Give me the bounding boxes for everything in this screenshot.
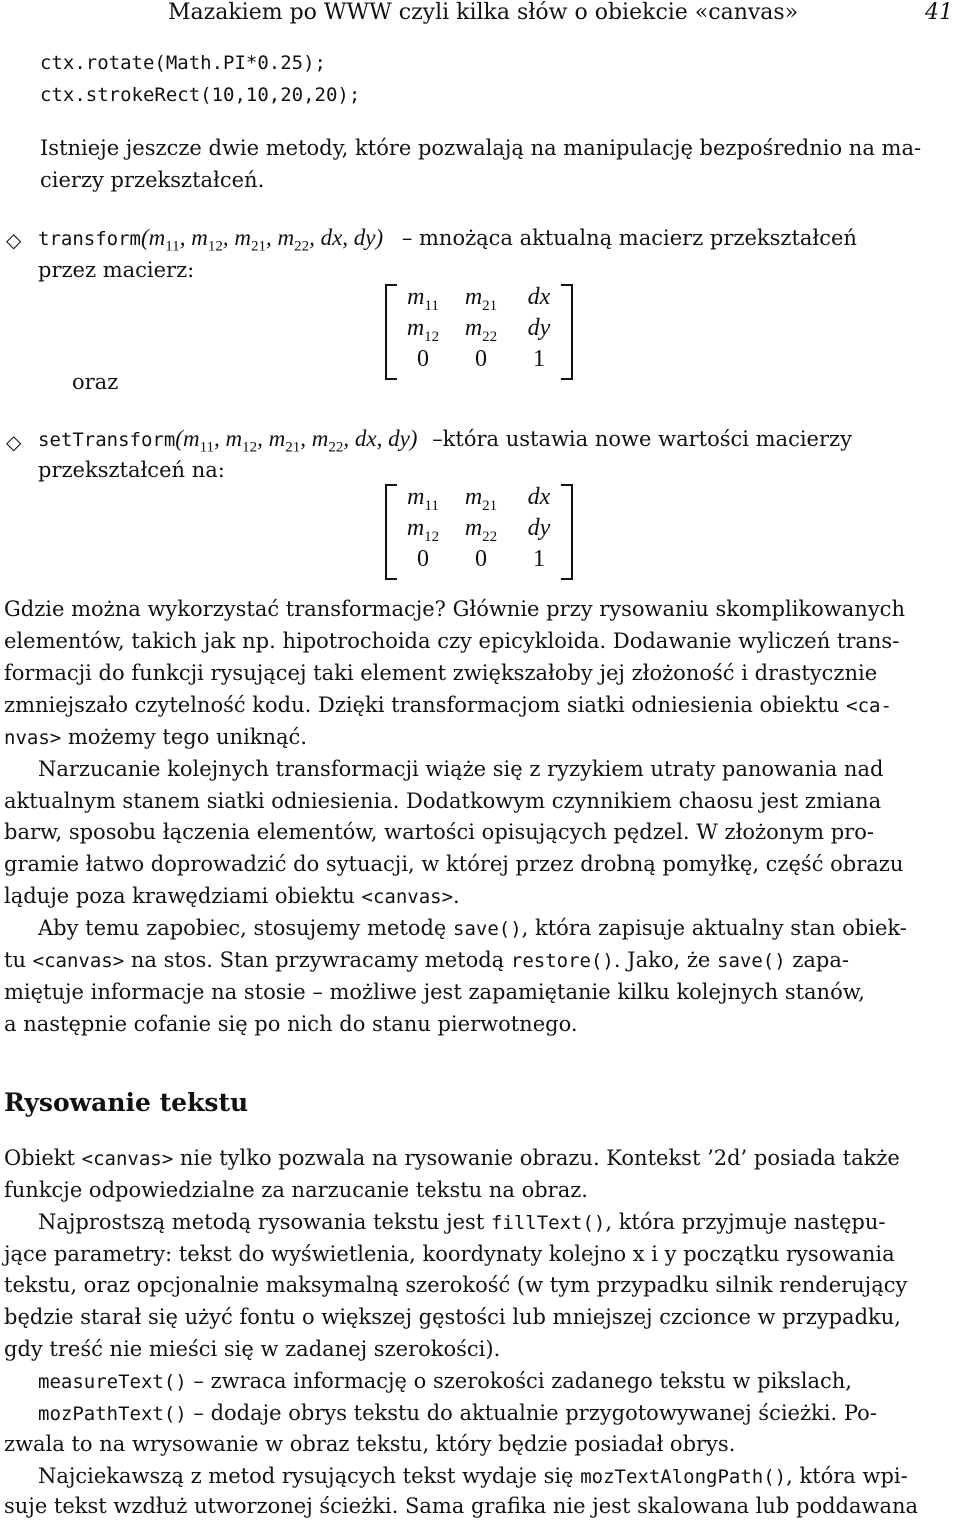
para3-line-3: miętuje informacje na stosie – możliwe jest zapamiętanie kilku kolejnych stanów,: [4, 980, 865, 1004]
para4-line-2: funkcje odpowiedzialne za narzucanie tekstu na obraz.: [4, 1178, 588, 1202]
para1-line-1: Gdzie można wykorzystać transformacje? Głównie przy rysowaniu skomplikowanych: [4, 597, 905, 621]
matrix-cell: $m_{12}$: [406, 315, 440, 345]
settransform-matrix: [385, 484, 573, 580]
para1-line-5: [4, 725, 307, 749]
para3-text: . Jako, że: [613, 948, 711, 972]
para3-text: na stos. Stan przywracamy metodą: [130, 948, 505, 972]
settransform-code: setTransform: [38, 429, 176, 451]
matrix-cell: 0: [417, 346, 429, 372]
para5-text: , która przyjmuje następu-: [605, 1210, 886, 1234]
para4-text: nie tylko pozwala na rysowanie obrazu. Kontekst ’2d’ posiada także: [179, 1146, 900, 1170]
para5-line-2: jące parametry: tekst do wyświetlenia, koordynaty kolejno x i y początku rysowania: [4, 1242, 895, 1266]
code-line-rotate: ctx.rotate(Math.PI*0.25);: [40, 52, 326, 74]
running-header: Mazakiem po WWW czyli kilka słów o obiekcie «canvas»: [168, 0, 799, 25]
para1-line-3: formacji do funkcji rysującej taki element zwiększałoby jej złożoność i drastycznie: [4, 661, 878, 685]
code-mozpathtext: mozPathText(): [38, 1403, 187, 1425]
transform-description: – mnożąca aktualną macierz przekształceń: [401, 226, 857, 250]
para4-text: Obiekt: [4, 1146, 75, 1170]
para5-line-1: [38, 1210, 885, 1234]
matrix-cell: $m_{21}$: [464, 484, 498, 514]
mozpathtext-item: [38, 1401, 877, 1425]
para2-line-5-end: .: [453, 884, 460, 908]
para5-line-5: gdy treść nie mieści się w zadanej szerokości).: [4, 1337, 501, 1361]
settransform-description: –która ustawia nowe wartości macierzy: [432, 427, 852, 451]
matrix-cell: 1: [533, 346, 545, 372]
transform-item-line-1: [38, 225, 857, 256]
para6-line-2: suje tekst wzdłuż utworzonej ścieżki. Sama grafika nie jest skalowana lub poddawana: [4, 1494, 919, 1518]
matrix-cell: $m_{22}$: [464, 515, 498, 545]
matrix-cell: dy: [527, 315, 551, 341]
mozpathtext-line-2: zwala to na wrysowanie w obraz tekstu, który będzie posiadał obrys.: [4, 1432, 736, 1456]
para5-line-3: tekstu, oraz opcjonalnie maksymalną szerokość (w tym przypadku silnik renderujący: [4, 1273, 908, 1297]
para1-line-5-text: możemy tego uniknąć.: [67, 725, 307, 749]
code-restore: restore(): [510, 950, 614, 972]
oraz-label: oraz: [72, 370, 119, 394]
para2-line-1: Narzucanie kolejnych transformacji wiąże się z ryzykiem utraty panowania nad: [38, 757, 884, 781]
para1-line-2: elementów, takich jak np. hipotrochoida czy epicykloida. Dodawanie wyliczeń trans-: [4, 629, 900, 653]
measuretext-description: – zwraca informację o szerokości zadanego tekstu w pikslach,: [193, 1369, 852, 1393]
transform-item-line-2: przez macierz:: [38, 258, 195, 282]
matrix-cell: $m_{22}$: [464, 315, 498, 345]
settransform-item-line-1: [38, 426, 852, 457]
page-number: 41: [925, 0, 953, 25]
code-save: save(): [717, 950, 786, 972]
mozpathtext-description: – dodaje obrys tekstu do aktualnie przygotowywanej ścieżki. Po-: [193, 1401, 877, 1425]
matrix-cell: $m_{11}$: [407, 284, 439, 314]
code-line-strokerect: ctx.strokeRect(10,10,20,20);: [40, 84, 361, 106]
para2-line-4: gramie łatwo doprowadzić do sytuacji, w której przez drobną pomyłkę, część obrazu: [4, 852, 904, 876]
measuretext-item: [38, 1369, 852, 1393]
para5-text: Najprostszą metodą rysowania tekstu jest: [38, 1210, 485, 1234]
para6-text: Najciekawszą z metod rysujących tekst wydaje się: [38, 1464, 574, 1488]
para1-line-4: [4, 693, 956, 717]
matrix-cell: dy: [527, 515, 551, 541]
para3-line-1: [38, 916, 907, 940]
code-measuretext: measureText(): [38, 1371, 187, 1393]
transform-params: ($m_{11}$, $m_{12}$, $m_{21}$, $m_{22}$, dx, dy): [140, 225, 384, 255]
para3-text: tu: [4, 948, 26, 972]
section-heading: Rysowanie tekstu: [4, 1088, 249, 1117]
matrix-cell: 0: [475, 546, 487, 572]
para3-text: Aby temu zapobiec, stosujemy metodę: [38, 916, 447, 940]
settransform-params: ($m_{11}$, $m_{12}$, $m_{21}$, $m_{22}$, dx, dy): [175, 426, 418, 456]
intro-line-1: Istnieje jeszcze dwie metody, które pozwalają na manipulację bezpośrednio na ma-: [40, 136, 922, 160]
para3-line-2: [4, 948, 849, 972]
matrix-cell: $m_{12}$: [406, 515, 440, 545]
matrix-cell: $m_{11}$: [407, 484, 439, 514]
matrix-cell: dx: [527, 484, 551, 510]
matrix-cell: $m_{21}$: [464, 284, 498, 314]
code-canvas: <canvas>: [361, 886, 454, 908]
para6-text: , która wpi-: [786, 1464, 908, 1488]
code-canvas: <canvas>: [32, 950, 125, 972]
matrix-cell: 0: [475, 346, 487, 372]
code-canvas: <canvas>: [81, 1148, 174, 1170]
para1-line-4-text: zmniejszało czytelność kodu. Dzięki transformacjom siatki odniesienia obiektu: [4, 693, 840, 717]
para2-line-5: [4, 884, 460, 908]
transform-matrix: [385, 284, 573, 380]
para2-line-2: aktualnym stanem siatki odniesienia. Dodatkowym czynnikiem chaosu jest zmiana: [4, 789, 882, 813]
code-moztextalongpath: mozTextAlongPath(): [580, 1466, 787, 1488]
para2-line-5-text: ląduje poza krawędziami obiektu: [4, 884, 355, 908]
para4-line-1: [4, 1146, 900, 1170]
code-canvas-fragment: nvas>: [4, 727, 62, 749]
matrix-cell: dx: [527, 284, 551, 310]
transform-code: transform: [38, 228, 141, 250]
settransform-item-line-2: przekształceń na:: [38, 458, 225, 482]
para3-text: , która zapisuje aktualny stan obiek-: [521, 916, 907, 940]
para5-line-4: będzie starał się użyć fontu o większej gęstości lub mniejszej czcionce w przypadku,: [4, 1305, 901, 1329]
para3-line-4: a następnie cofanie się po nich do stanu pierwotnego.: [4, 1012, 578, 1036]
intro-line-2: cierzy przekształceń.: [40, 168, 265, 192]
code-canvas-fragment: <ca-: [846, 695, 892, 717]
code-save: save(): [453, 918, 522, 940]
para6-line-1: [38, 1464, 908, 1488]
matrix-cell: 0: [417, 546, 429, 572]
code-filltext: fillText(): [490, 1212, 606, 1234]
diamond-bullet-icon: ◇: [6, 228, 22, 252]
matrix-cell: 1: [533, 546, 545, 572]
para2-line-3: barw, sposobu łączenia elementów, wartości opisujących pędzel. W złożonym pro-: [4, 820, 874, 844]
para3-text: zapa-: [792, 948, 849, 972]
diamond-bullet-icon: ◇: [6, 430, 22, 454]
